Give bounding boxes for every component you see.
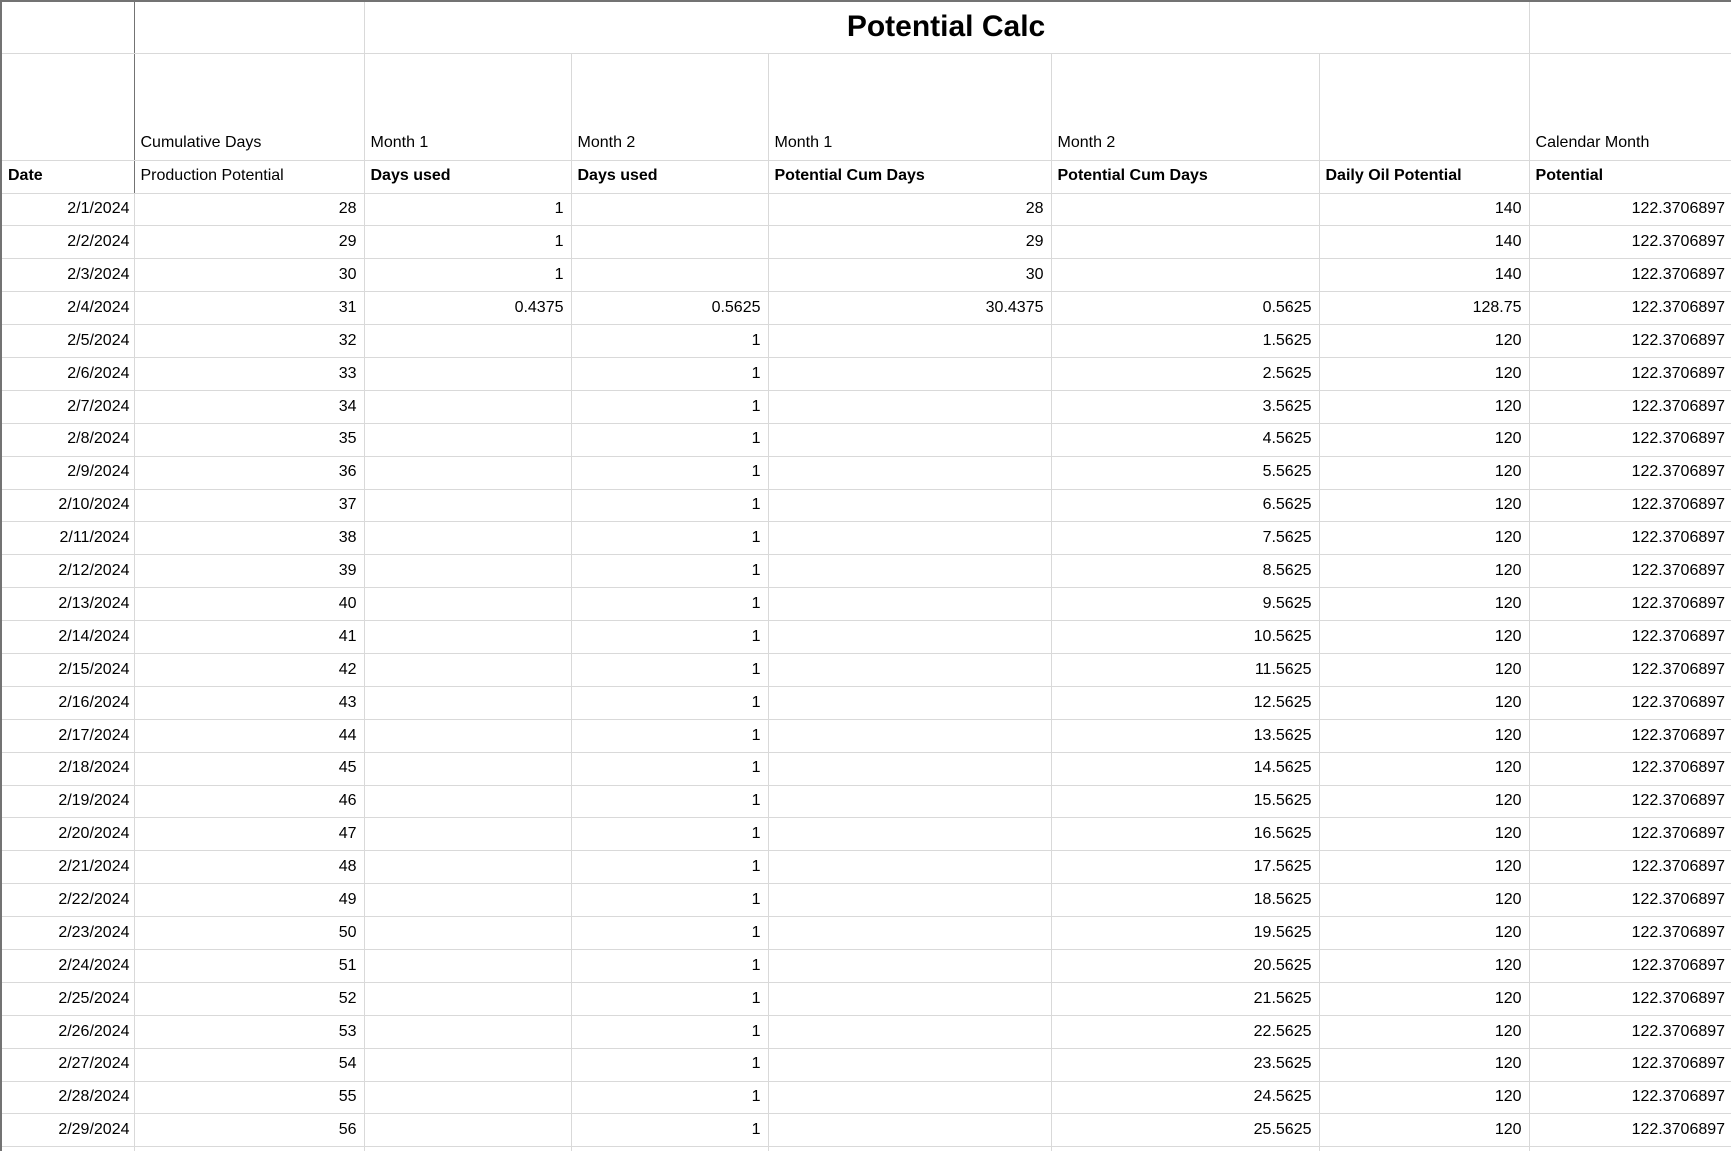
cell[interactable]: 28	[768, 193, 1051, 226]
cell[interactable]: 1	[571, 325, 768, 358]
cell[interactable]	[768, 719, 1051, 752]
cell[interactable]: 34	[134, 390, 364, 423]
cell[interactable]: 122.3706897	[1529, 785, 1731, 818]
cell[interactable]	[768, 325, 1051, 358]
cell[interactable]: 2/15/2024	[1, 653, 134, 686]
cell[interactable]: 52	[134, 982, 364, 1015]
cell-a1[interactable]	[1, 1, 134, 53]
cell[interactable]	[364, 1081, 571, 1114]
header-days-used-m1[interactable]: Days used	[364, 160, 571, 193]
cell[interactable]: 17.5625	[1051, 851, 1319, 884]
cell[interactable]: 2/14/2024	[1, 621, 134, 654]
cell[interactable]: 2/10/2024	[1, 489, 134, 522]
cell[interactable]: 2/19/2024	[1, 785, 134, 818]
cell[interactable]: 1	[571, 917, 768, 950]
cell[interactable]: 122.3706897	[1529, 1114, 1731, 1147]
table-row	[1, 193, 1731, 226]
cell[interactable]	[364, 653, 571, 686]
cell[interactable]: 30	[134, 259, 364, 292]
cell[interactable]: 120	[1319, 917, 1529, 950]
header-top-cumulative-days[interactable]: Cumulative Days	[134, 53, 364, 160]
cell[interactable]: 1	[571, 686, 768, 719]
cell[interactable]: 14.5625	[1051, 752, 1319, 785]
cell[interactable]: 28	[134, 193, 364, 226]
sheet-body	[1, 193, 1731, 1147]
cell[interactable]	[1051, 1147, 1319, 1151]
cell[interactable]	[768, 884, 1051, 917]
cell[interactable]	[364, 917, 571, 950]
cell[interactable]: 120	[1319, 357, 1529, 390]
title-row	[1, 1, 1731, 53]
cell[interactable]: 1	[571, 752, 768, 785]
cell[interactable]	[768, 522, 1051, 555]
header-row-lower	[1, 160, 1731, 193]
cell[interactable]	[1, 1147, 134, 1151]
cell[interactable]: 1	[571, 588, 768, 621]
cell[interactable]: 122.3706897	[1529, 390, 1731, 423]
table-row	[1, 982, 1731, 1015]
cell[interactable]	[768, 1081, 1051, 1114]
cell[interactable]: 1	[571, 1048, 768, 1081]
table-row	[1, 357, 1731, 390]
cell[interactable]: 122.3706897	[1529, 686, 1731, 719]
cell[interactable]: 122.3706897	[1529, 719, 1731, 752]
cell[interactable]	[1051, 226, 1319, 259]
cell[interactable]: 55	[134, 1081, 364, 1114]
cell[interactable]: 2/6/2024	[1, 357, 134, 390]
cell[interactable]	[768, 949, 1051, 982]
cell[interactable]	[364, 818, 571, 851]
cell[interactable]	[768, 621, 1051, 654]
table-row	[1, 686, 1731, 719]
cell[interactable]: 122.3706897	[1529, 259, 1731, 292]
cell[interactable]: 1	[571, 884, 768, 917]
cell[interactable]: 120	[1319, 489, 1529, 522]
cell[interactable]: 24.5625	[1051, 1081, 1319, 1114]
cell[interactable]: 120	[1319, 653, 1529, 686]
cell[interactable]: 140	[1319, 226, 1529, 259]
table-row	[1, 226, 1731, 259]
cell-h1[interactable]	[1529, 1, 1731, 53]
cell[interactable]: 2/24/2024	[1, 949, 134, 982]
cell[interactable]: 2/21/2024	[1, 851, 134, 884]
cell[interactable]: 122.3706897	[1529, 621, 1731, 654]
cell[interactable]: 1	[571, 653, 768, 686]
cell[interactable]	[364, 719, 571, 752]
cell[interactable]: 43	[134, 686, 364, 719]
cell[interactable]	[768, 982, 1051, 1015]
table-row	[1, 917, 1731, 950]
cell[interactable]	[364, 588, 571, 621]
cell[interactable]: 1	[571, 522, 768, 555]
cell[interactable]: 120	[1319, 719, 1529, 752]
cell[interactable]: 120	[1319, 456, 1529, 489]
cell[interactable]	[571, 193, 768, 226]
cell[interactable]: 48	[134, 851, 364, 884]
cell[interactable]: 40	[134, 588, 364, 621]
cell[interactable]	[364, 390, 571, 423]
cell[interactable]: 2/4/2024	[1, 292, 134, 325]
cell[interactable]: 12.5625	[1051, 686, 1319, 719]
cell[interactable]	[768, 357, 1051, 390]
cell[interactable]	[768, 555, 1051, 588]
table-row	[1, 456, 1731, 489]
cell[interactable]	[364, 325, 571, 358]
cell[interactable]	[364, 522, 571, 555]
cell[interactable]: 122.3706897	[1529, 752, 1731, 785]
cell[interactable]	[364, 949, 571, 982]
cell[interactable]: 3.5625	[1051, 390, 1319, 423]
header-date[interactable]: Date	[1, 160, 134, 193]
cell[interactable]	[768, 818, 1051, 851]
cell[interactable]: 31	[134, 292, 364, 325]
cell[interactable]: 120	[1319, 423, 1529, 456]
cell[interactable]: 2/7/2024	[1, 390, 134, 423]
cell[interactable]: 9.5625	[1051, 588, 1319, 621]
cell[interactable]: 122.3706897	[1529, 1048, 1731, 1081]
cell[interactable]: 6.5625	[1051, 489, 1319, 522]
cell[interactable]: 120	[1319, 1114, 1529, 1147]
table-row	[1, 1081, 1731, 1114]
cell[interactable]	[768, 653, 1051, 686]
cell[interactable]	[768, 686, 1051, 719]
cell[interactable]: 120	[1319, 390, 1529, 423]
cell[interactable]: 1	[571, 982, 768, 1015]
cell[interactable]: 32	[134, 325, 364, 358]
cell[interactable]: 120	[1319, 686, 1529, 719]
cell[interactable]: 1	[364, 259, 571, 292]
header-top-month1-used[interactable]: Month 1	[364, 53, 571, 160]
cell[interactable]: 140	[1319, 259, 1529, 292]
cell[interactable]: 1	[571, 949, 768, 982]
header-top-calendar-month[interactable]: Calendar Month	[1529, 53, 1731, 160]
table-row	[1, 884, 1731, 917]
cell[interactable]	[768, 1048, 1051, 1081]
cell[interactable]: 38	[134, 522, 364, 555]
cell[interactable]: 11.5625	[1051, 653, 1319, 686]
cell[interactable]	[1051, 259, 1319, 292]
cell[interactable]: 53	[134, 1015, 364, 1048]
cell[interactable]	[768, 752, 1051, 785]
cell[interactable]: 120	[1319, 752, 1529, 785]
table-row	[1, 1048, 1731, 1081]
cell[interactable]: 35	[134, 423, 364, 456]
cell[interactable]: 120	[1319, 818, 1529, 851]
cell[interactable]: 1	[571, 1015, 768, 1048]
header-top-daily-oil[interactable]	[1319, 53, 1529, 160]
cell[interactable]: 2/2/2024	[1, 226, 134, 259]
cell[interactable]: 0.4375	[364, 292, 571, 325]
cell[interactable]: 1	[571, 1114, 768, 1147]
cell[interactable]: 30.4375	[768, 292, 1051, 325]
table-row	[1, 489, 1731, 522]
cell[interactable]: 37	[134, 489, 364, 522]
cell[interactable]: 0.5625	[571, 292, 768, 325]
cell[interactable]	[1529, 1147, 1731, 1151]
cell[interactable]: 2/13/2024	[1, 588, 134, 621]
cell[interactable]	[364, 884, 571, 917]
cell[interactable]: 1.5625	[1051, 325, 1319, 358]
cell[interactable]: 1	[571, 851, 768, 884]
cell[interactable]	[364, 982, 571, 1015]
cell[interactable]: 140	[1319, 193, 1529, 226]
header-top-date[interactable]	[1, 53, 134, 160]
cell[interactable]	[768, 1114, 1051, 1147]
cell[interactable]: 1	[571, 785, 768, 818]
header-daily-oil-potential[interactable]: Daily Oil Potential	[1319, 160, 1529, 193]
sheet-title-cell[interactable]: Potential Calc	[364, 1, 1529, 53]
cell[interactable]	[364, 686, 571, 719]
cell[interactable]: 122.3706897	[1529, 292, 1731, 325]
cell[interactable]: 1	[571, 456, 768, 489]
cell[interactable]	[571, 1147, 768, 1151]
cell[interactable]: 1	[571, 555, 768, 588]
cell[interactable]: 19.5625	[1051, 917, 1319, 950]
table-row	[1, 390, 1731, 423]
cell[interactable]: 1	[364, 226, 571, 259]
header-potential-cum-days-m1[interactable]: Potential Cum Days	[768, 160, 1051, 193]
cell[interactable]	[364, 423, 571, 456]
header-row-upper	[1, 53, 1731, 160]
cell[interactable]: 120	[1319, 785, 1529, 818]
cell[interactable]: 120	[1319, 884, 1529, 917]
cell[interactable]: 1	[571, 818, 768, 851]
cell[interactable]	[134, 1147, 364, 1151]
cell[interactable]: 2/27/2024	[1, 1048, 134, 1081]
cell[interactable]: 36	[134, 456, 364, 489]
cell[interactable]: 122.3706897	[1529, 982, 1731, 1015]
cell[interactable]: 8.5625	[1051, 555, 1319, 588]
cell[interactable]: 13.5625	[1051, 719, 1319, 752]
table-row	[1, 653, 1731, 686]
cell[interactable]: 122.3706897	[1529, 423, 1731, 456]
cell[interactable]: 33	[134, 357, 364, 390]
cell[interactable]	[364, 1048, 571, 1081]
cell[interactable]: 23.5625	[1051, 1048, 1319, 1081]
cell[interactable]: 1	[571, 621, 768, 654]
partial-bottom-row	[1, 1147, 1731, 1151]
cell[interactable]: 1	[364, 193, 571, 226]
cell[interactable]	[364, 555, 571, 588]
cell[interactable]: 2/26/2024	[1, 1015, 134, 1048]
cell[interactable]: 122.3706897	[1529, 522, 1731, 555]
cell[interactable]: 41	[134, 621, 364, 654]
cell[interactable]: 122.3706897	[1529, 456, 1731, 489]
cell[interactable]: 15.5625	[1051, 785, 1319, 818]
cell[interactable]: 2/8/2024	[1, 423, 134, 456]
header-production-potential[interactable]: Production Potential	[134, 160, 364, 193]
cell[interactable]: 20.5625	[1051, 949, 1319, 982]
cell[interactable]: 4.5625	[1051, 423, 1319, 456]
cell[interactable]	[768, 1015, 1051, 1048]
table-row	[1, 621, 1731, 654]
cell[interactable]: 122.3706897	[1529, 884, 1731, 917]
table-row	[1, 522, 1731, 555]
cell[interactable]	[364, 621, 571, 654]
cell[interactable]	[768, 390, 1051, 423]
cell[interactable]: 122.3706897	[1529, 1081, 1731, 1114]
cell[interactable]: 122.3706897	[1529, 1015, 1731, 1048]
cell[interactable]: 2.5625	[1051, 357, 1319, 390]
cell[interactable]: 122.3706897	[1529, 226, 1731, 259]
cell[interactable]	[364, 1015, 571, 1048]
table-row	[1, 1114, 1731, 1147]
header-top-month2-used[interactable]: Month 2	[571, 53, 768, 160]
cell[interactable]: 1	[571, 390, 768, 423]
cell[interactable]	[768, 456, 1051, 489]
cell[interactable]	[1051, 193, 1319, 226]
table-row	[1, 588, 1731, 621]
cell[interactable]	[768, 423, 1051, 456]
cell[interactable]	[768, 917, 1051, 950]
cell[interactable]: 18.5625	[1051, 884, 1319, 917]
cell[interactable]: 1	[571, 357, 768, 390]
table-row	[1, 555, 1731, 588]
header-top-month2-cum[interactable]: Month 2	[1051, 53, 1319, 160]
cell[interactable]	[571, 226, 768, 259]
cell[interactable]: 120	[1319, 1015, 1529, 1048]
cell[interactable]: 120	[1319, 1048, 1529, 1081]
cell[interactable]	[364, 752, 571, 785]
cell[interactable]	[1319, 1147, 1529, 1151]
cell[interactable]	[768, 851, 1051, 884]
cell[interactable]: 2/29/2024	[1, 1114, 134, 1147]
cell[interactable]: 122.3706897	[1529, 653, 1731, 686]
cell[interactable]: 10.5625	[1051, 621, 1319, 654]
cell[interactable]: 29	[768, 226, 1051, 259]
cell[interactable]	[364, 357, 571, 390]
cell[interactable]: 122.3706897	[1529, 555, 1731, 588]
cell[interactable]: 122.3706897	[1529, 588, 1731, 621]
cell[interactable]: 2/25/2024	[1, 982, 134, 1015]
cell[interactable]: 44	[134, 719, 364, 752]
cell[interactable]	[768, 1147, 1051, 1151]
cell[interactable]: 120	[1319, 851, 1529, 884]
cell[interactable]	[364, 1147, 571, 1151]
cell[interactable]: 120	[1319, 325, 1529, 358]
cell[interactable]: 2/23/2024	[1, 917, 134, 950]
table-row	[1, 719, 1731, 752]
header-calendar-month-potential[interactable]: Potential	[1529, 160, 1731, 193]
header-top-month1-cum[interactable]: Month 1	[768, 53, 1051, 160]
cell[interactable]: 2/12/2024	[1, 555, 134, 588]
cell[interactable]: 120	[1319, 1081, 1529, 1114]
cell[interactable]: 120	[1319, 621, 1529, 654]
cell[interactable]: 1	[571, 719, 768, 752]
table-row	[1, 292, 1731, 325]
cell[interactable]	[364, 489, 571, 522]
cell[interactable]	[768, 785, 1051, 818]
cell[interactable]: 49	[134, 884, 364, 917]
table-row	[1, 949, 1731, 982]
header-potential-cum-days-m2[interactable]: Potential Cum Days	[1051, 160, 1319, 193]
cell[interactable]	[768, 489, 1051, 522]
cell[interactable]: 1	[571, 423, 768, 456]
cell[interactable]: 30	[768, 259, 1051, 292]
cell[interactable]: 122.3706897	[1529, 325, 1731, 358]
cell[interactable]: 22.5625	[1051, 1015, 1319, 1048]
table-row	[1, 1015, 1731, 1048]
cell[interactable]: 2/28/2024	[1, 1081, 134, 1114]
cell[interactable]: 120	[1319, 982, 1529, 1015]
cell[interactable]: 120	[1319, 949, 1529, 982]
cell[interactable]: 47	[134, 818, 364, 851]
cell[interactable]	[571, 259, 768, 292]
cell[interactable]: 128.75	[1319, 292, 1529, 325]
cell[interactable]: 1	[571, 1081, 768, 1114]
cell[interactable]: 2/17/2024	[1, 719, 134, 752]
cell[interactable]: 2/20/2024	[1, 818, 134, 851]
cell[interactable]: 122.3706897	[1529, 949, 1731, 982]
cell[interactable]: 120	[1319, 555, 1529, 588]
table-row	[1, 752, 1731, 785]
cell[interactable]: 51	[134, 949, 364, 982]
cell[interactable]: 120	[1319, 522, 1529, 555]
cell[interactable]: 2/18/2024	[1, 752, 134, 785]
cell[interactable]: 16.5625	[1051, 818, 1319, 851]
table-row	[1, 259, 1731, 292]
cell[interactable]: 5.5625	[1051, 456, 1319, 489]
cell[interactable]	[364, 1114, 571, 1147]
cell[interactable]: 120	[1319, 588, 1529, 621]
table-row	[1, 423, 1731, 456]
table-row	[1, 785, 1731, 818]
cell[interactable]: 2/3/2024	[1, 259, 134, 292]
cell[interactable]: 25.5625	[1051, 1114, 1319, 1147]
cell[interactable]: 0.5625	[1051, 292, 1319, 325]
cell[interactable]: 42	[134, 653, 364, 686]
table-row	[1, 818, 1731, 851]
cell[interactable]: 2/22/2024	[1, 884, 134, 917]
cell[interactable]	[768, 588, 1051, 621]
cell[interactable]: 46	[134, 785, 364, 818]
cell[interactable]: 122.3706897	[1529, 818, 1731, 851]
cell[interactable]: 2/1/2024	[1, 193, 134, 226]
cell[interactable]: 54	[134, 1048, 364, 1081]
cell-b1[interactable]	[134, 1, 364, 53]
cell[interactable]: 39	[134, 555, 364, 588]
cell[interactable]: 2/9/2024	[1, 456, 134, 489]
cell[interactable]: 2/16/2024	[1, 686, 134, 719]
cell[interactable]	[364, 456, 571, 489]
cell[interactable]: 56	[134, 1114, 364, 1147]
cell[interactable]: 122.3706897	[1529, 917, 1731, 950]
cell[interactable]: 2/5/2024	[1, 325, 134, 358]
cell[interactable]	[364, 851, 571, 884]
cell[interactable]: 21.5625	[1051, 982, 1319, 1015]
header-days-used-m2[interactable]: Days used	[571, 160, 768, 193]
cell[interactable]: 7.5625	[1051, 522, 1319, 555]
table-row	[1, 851, 1731, 884]
cell[interactable]: 122.3706897	[1529, 193, 1731, 226]
cell[interactable]: 2/11/2024	[1, 522, 134, 555]
cell[interactable]: 29	[134, 226, 364, 259]
cell[interactable]: 50	[134, 917, 364, 950]
cell[interactable]: 122.3706897	[1529, 489, 1731, 522]
table-row	[1, 325, 1731, 358]
cell[interactable]: 122.3706897	[1529, 851, 1731, 884]
cell[interactable]: 45	[134, 752, 364, 785]
cell[interactable]: 122.3706897	[1529, 357, 1731, 390]
cell[interactable]: 1	[571, 489, 768, 522]
cell[interactable]	[364, 785, 571, 818]
